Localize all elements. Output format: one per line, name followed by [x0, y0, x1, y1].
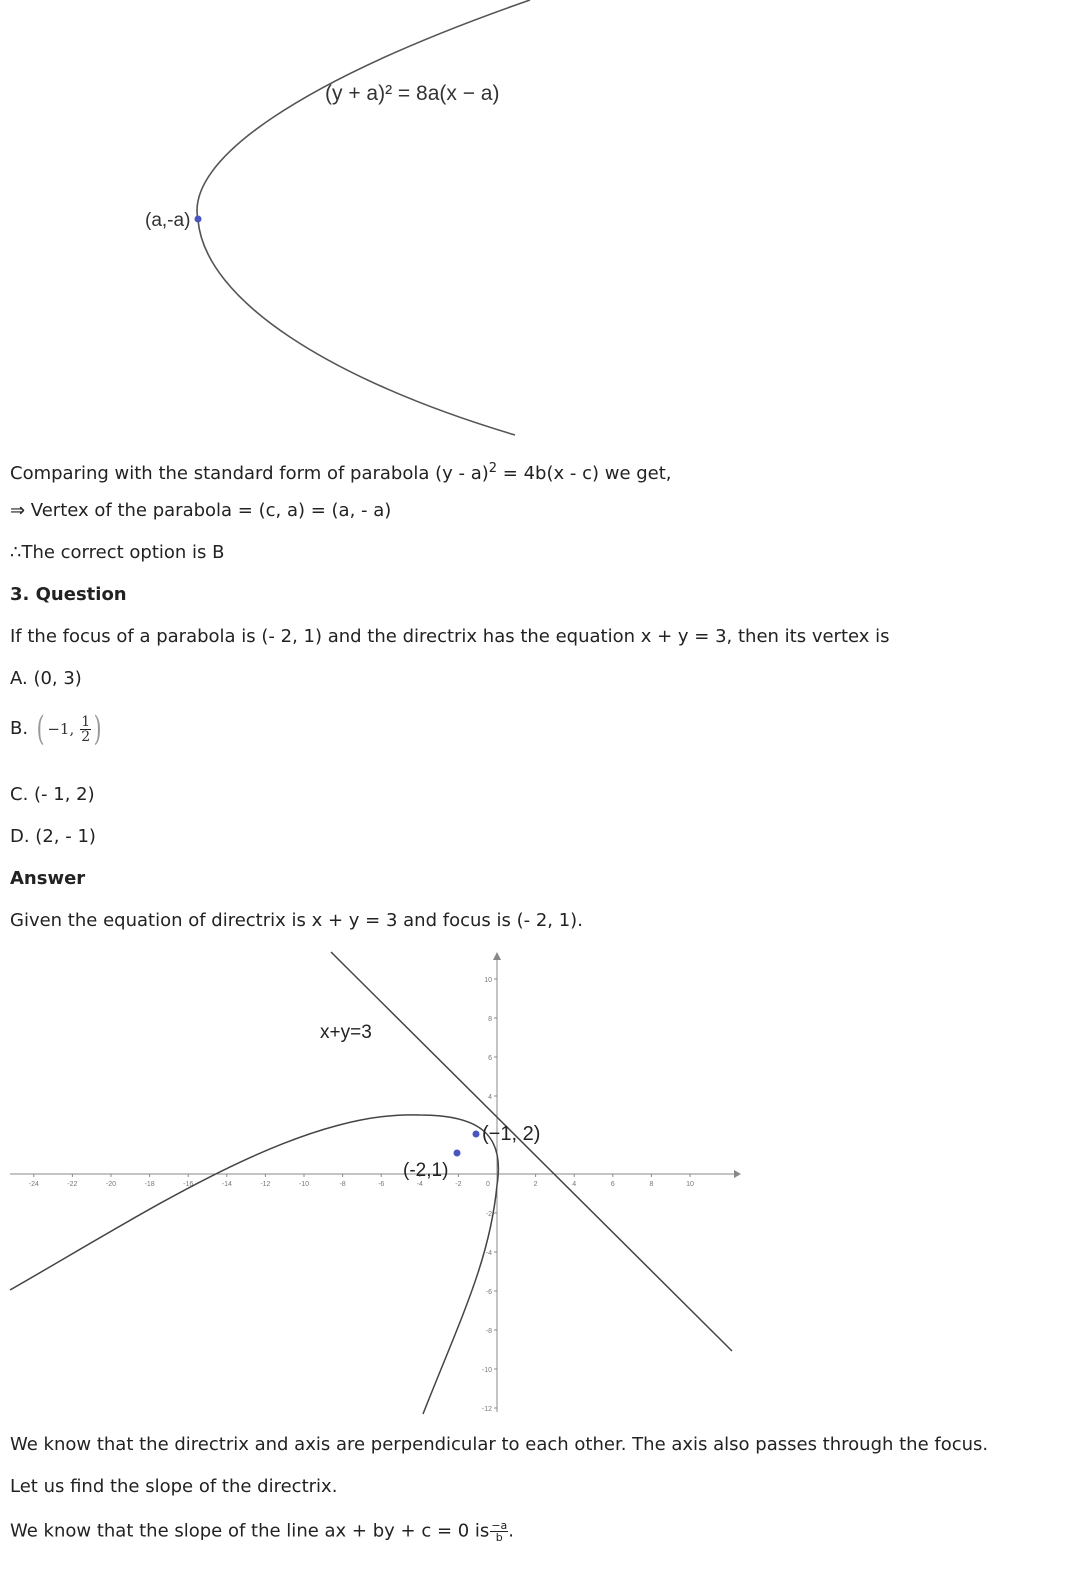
- slope-formula-den: b: [495, 1531, 503, 1544]
- option-b-fraction: [80, 715, 91, 744]
- y-tick-label: -6: [485, 1289, 492, 1296]
- vertex-point-2: [473, 1131, 480, 1138]
- focus-label: (-2,1): [403, 1160, 449, 1181]
- figure-graph-2: [0, 940, 1076, 1420]
- vertex-line: ⇒ Vertex of the parabola = (c, a) = (a, - a): [10, 500, 392, 521]
- vertex-label-1: (a,-a): [145, 210, 191, 231]
- x-tick-label: -20: [105, 1181, 117, 1188]
- option-d: D. (2, - 1): [10, 826, 96, 847]
- option-b-num: 1: [81, 713, 91, 730]
- x-tick-label: -14: [221, 1181, 232, 1188]
- x-tick-label: -22: [67, 1181, 78, 1188]
- y-tick-label: -8: [485, 1328, 492, 1335]
- figure-parabola-1: [0, 0, 1076, 450]
- y-axis-arrow: [493, 952, 501, 960]
- vertex-point-1: [195, 216, 202, 223]
- y-tick-label: 6: [488, 1055, 492, 1062]
- slope-formula-line: [10, 1520, 514, 1543]
- y-tick-label: 4: [488, 1094, 492, 1101]
- slope-formula-prefix: We know that the slope of the line ax + by + c = 0 is: [10, 1520, 490, 1542]
- directrix-label: x+y=3: [320, 1022, 372, 1043]
- x-tick-label: -16: [183, 1181, 194, 1188]
- y-ticks: [482, 977, 497, 1413]
- compare-prefix: Comparing with the standard form of parabola (y - a): [10, 463, 489, 484]
- x-tick-label: 10: [686, 1181, 694, 1188]
- y-tick-label: -10: [481, 1367, 492, 1374]
- compare-suffix: = 4b(x - c) we get,: [497, 463, 672, 484]
- x-tick-label: 4: [572, 1181, 577, 1188]
- x-tick-label: -8: [339, 1181, 346, 1188]
- x-tick-label: -4: [416, 1181, 423, 1188]
- slope-formula-num: −a: [491, 1519, 508, 1532]
- x-tick-label: 6: [610, 1181, 615, 1188]
- x-tick-label: -24: [28, 1181, 39, 1188]
- y-tick-label: -2: [485, 1211, 492, 1218]
- x-tick-label: -2: [455, 1181, 462, 1188]
- x-tick-label: -10: [298, 1181, 310, 1188]
- option-c: C. (- 1, 2): [10, 784, 95, 805]
- focus-point: [454, 1150, 461, 1157]
- y-tick-label: -4: [485, 1250, 492, 1257]
- y-tick-label: 8: [488, 1016, 492, 1023]
- option-b: [10, 709, 104, 749]
- equation-label-1: (y + a)² = 8a(x − a): [325, 82, 500, 105]
- directrix-line: [331, 952, 732, 1351]
- x-tick-label: 2: [533, 1181, 538, 1188]
- x-tick-label: -12: [260, 1181, 271, 1188]
- correct-option-line: ∴The correct option is B: [10, 542, 225, 563]
- compare-sup: 2: [488, 461, 498, 476]
- option-b-rparen: ): [93, 709, 102, 749]
- parabola-curve-1: [197, 0, 530, 435]
- question-heading: 3. Question: [10, 584, 127, 605]
- y-tick-label: 10: [484, 977, 492, 984]
- answer-heading: Answer: [10, 868, 86, 889]
- option-b-lparen: (: [36, 709, 45, 749]
- compare-paragraph: [10, 458, 672, 485]
- given-text: Given the equation of directrix is x + y = 3 and focus is (- 2, 1).: [10, 910, 583, 931]
- x-tick-label: -18: [144, 1181, 155, 1188]
- slope-find-text: Let us find the slope of the directrix.: [10, 1476, 338, 1497]
- x-tick-label: -6: [378, 1181, 385, 1188]
- x-tick-label: 0: [486, 1181, 490, 1188]
- option-b-int: −1,: [47, 720, 75, 738]
- x-tick-label: 8: [649, 1181, 654, 1188]
- slope-formula-suffix: .: [508, 1520, 515, 1542]
- option-b-den: 2: [81, 728, 91, 745]
- slope-formula-fraction: [490, 1520, 508, 1543]
- y-tick-label: -12: [481, 1406, 492, 1413]
- question-text: If the focus of a parabola is (- 2, 1) and the directrix has the equation x + y = 3, then its vertex is: [10, 626, 890, 647]
- vertex-label-2: (−1, 2): [482, 1123, 541, 1145]
- x-ticks: [29, 1174, 694, 1188]
- option-a: A. (0, 3): [10, 668, 82, 689]
- option-b-label: B.: [10, 718, 29, 739]
- x-axis-arrow: [734, 1170, 741, 1178]
- perp-text: We know that the directrix and axis are perpendicular to each other. The axis also passes through the focus.: [10, 1434, 989, 1455]
